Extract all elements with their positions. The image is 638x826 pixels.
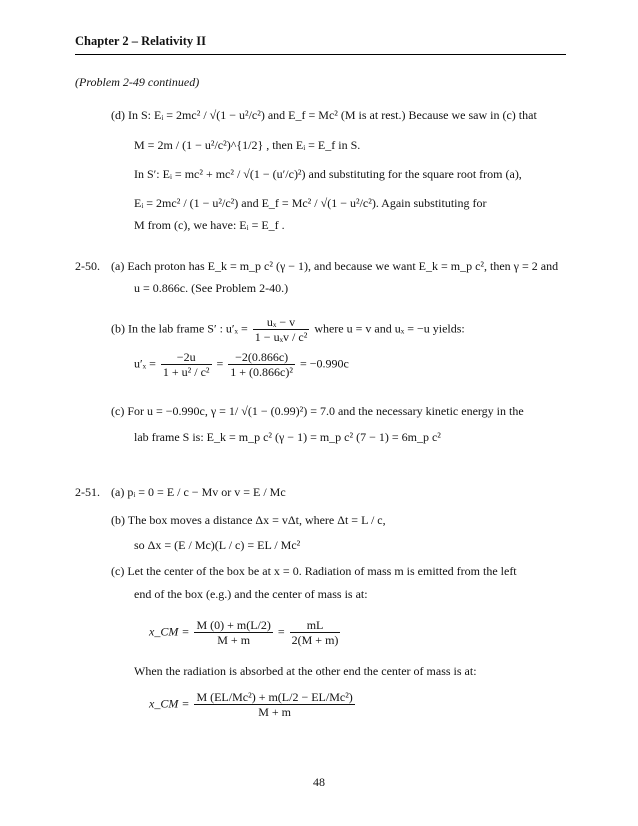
page-number: 48 xyxy=(313,775,325,789)
p251-xcm2-fraction xyxy=(194,690,354,719)
p250-b2-fraction2 xyxy=(228,350,295,379)
p251-c-line1: (c) Let the center of the box be at x = 0. Radiation of mass m is emitted from the left xyxy=(111,564,517,578)
p251-xcm2-num: M (EL/Mc²) + m(L/2 − EL/Mc²) xyxy=(196,690,353,704)
p250-b2-result: = −0.990c xyxy=(299,356,349,371)
p249-d-line4: Eᵢ = 2mc² / (1 − u²/c²) and E_f = Mc² / √(1 − u²/c²). Again substituting for xyxy=(134,196,487,210)
p251-xcm1-den2: 2(M + m) xyxy=(291,633,339,647)
p249-d-line5: M from (c), we have: Eᵢ = E_f . xyxy=(134,218,285,232)
p251-xcm2 xyxy=(149,690,357,719)
p250-b-intro xyxy=(111,315,465,344)
p250-b-result xyxy=(134,350,349,379)
p251-xcm1-equals: = xyxy=(277,624,285,639)
p251-b-line2: so Δx = (E / Mc)(L / c) = EL / Mc² xyxy=(134,538,301,552)
p250-b2-num2: −2(0.866c) xyxy=(228,350,295,365)
p250-a-line1: (a) Each proton has E_k = m_p c² (γ − 1), and because we want E_k = m_p c², then γ = 2 and xyxy=(111,259,559,273)
p251-xcm1-fraction2 xyxy=(290,618,341,647)
p251-xcm1-num1: M (0) + m(L/2) xyxy=(196,618,271,632)
chapter-header: Chapter 2 – Relativity II xyxy=(75,34,207,48)
p250-b2-den2: 1 + (0.866c)² xyxy=(230,365,293,379)
p251-xcm2-lhs: x_CM = xyxy=(149,696,190,711)
p250-b-denominator: 1 − uₓv / c² xyxy=(254,330,308,344)
p250-b-fraction xyxy=(253,315,310,344)
p251-xcm1-fraction1 xyxy=(194,618,272,647)
p251-a: (a) pᵢ = 0 = E / c − Mv or v = E / Mc xyxy=(111,485,286,499)
p249-d-line3: In S′: Eᵢ = mc² + mc² / √(1 − (u′/c)²) and substituting for the square root from (a), xyxy=(134,167,522,181)
p251-xcm1 xyxy=(149,618,342,647)
p251-xcm1-lhs: x_CM = xyxy=(149,624,190,639)
p250-b-intro-text: (b) In the lab frame S′ : xyxy=(111,321,223,336)
p251-xcm1-den1: M + m xyxy=(217,633,251,647)
p251-c-line3: When the radiation is absorbed at the other end the center of mass is at: xyxy=(134,664,477,678)
p251-xcm1-num2: mL xyxy=(290,618,341,633)
p250-c-line1: (c) For u = −0.990c, γ = 1/ √(1 − (0.99)²) = 7.0 and the necessary kinetic energy in the xyxy=(111,404,524,418)
p251-c-line2: end of the box (e.g.) and the center of mass is at: xyxy=(134,587,368,601)
p249-d-line2: M = 2m / (1 − u²/c²)^{1/2} , then Eᵢ = E_f in S. xyxy=(134,138,361,152)
p250-b-numerator: uₓ − v xyxy=(253,315,310,330)
p250-b2-den1: 1 + u² / c² xyxy=(162,365,210,379)
p250-b2-lhs: u′ₓ = xyxy=(134,356,156,371)
p251-label: 2-51. xyxy=(75,485,100,499)
continued-note: (Problem 2-49 continued) xyxy=(75,75,200,89)
p250-c-line2: lab frame S is: E_k = m_p c² (γ − 1) = m_p c² (7 − 1) = 6m_p c² xyxy=(134,430,441,444)
p250-a-line2: u = 0.866c. (See Problem 2-40.) xyxy=(134,281,289,295)
p250-b2-equals: = xyxy=(216,356,224,371)
p250-b-lhs: u′ₓ = xyxy=(225,321,248,336)
p250-b-where: where u = v and uₓ = −u yields: xyxy=(314,321,465,336)
p250-label: 2-50. xyxy=(75,259,100,273)
header-rule xyxy=(75,54,566,55)
p251-b-line1: (b) The box moves a distance Δx = vΔt, where Δt = L / c, xyxy=(111,513,386,527)
p250-b2-fraction1 xyxy=(161,350,212,379)
p250-b2-num1: −2u xyxy=(161,350,212,365)
p249-d-line1: (d) In S: Eᵢ = 2mc² / √(1 − u²/c²) and E_f = Mc² (M is at rest.) Because we saw in (c) that xyxy=(111,108,537,122)
p251-xcm2-den: M + m xyxy=(258,705,292,719)
